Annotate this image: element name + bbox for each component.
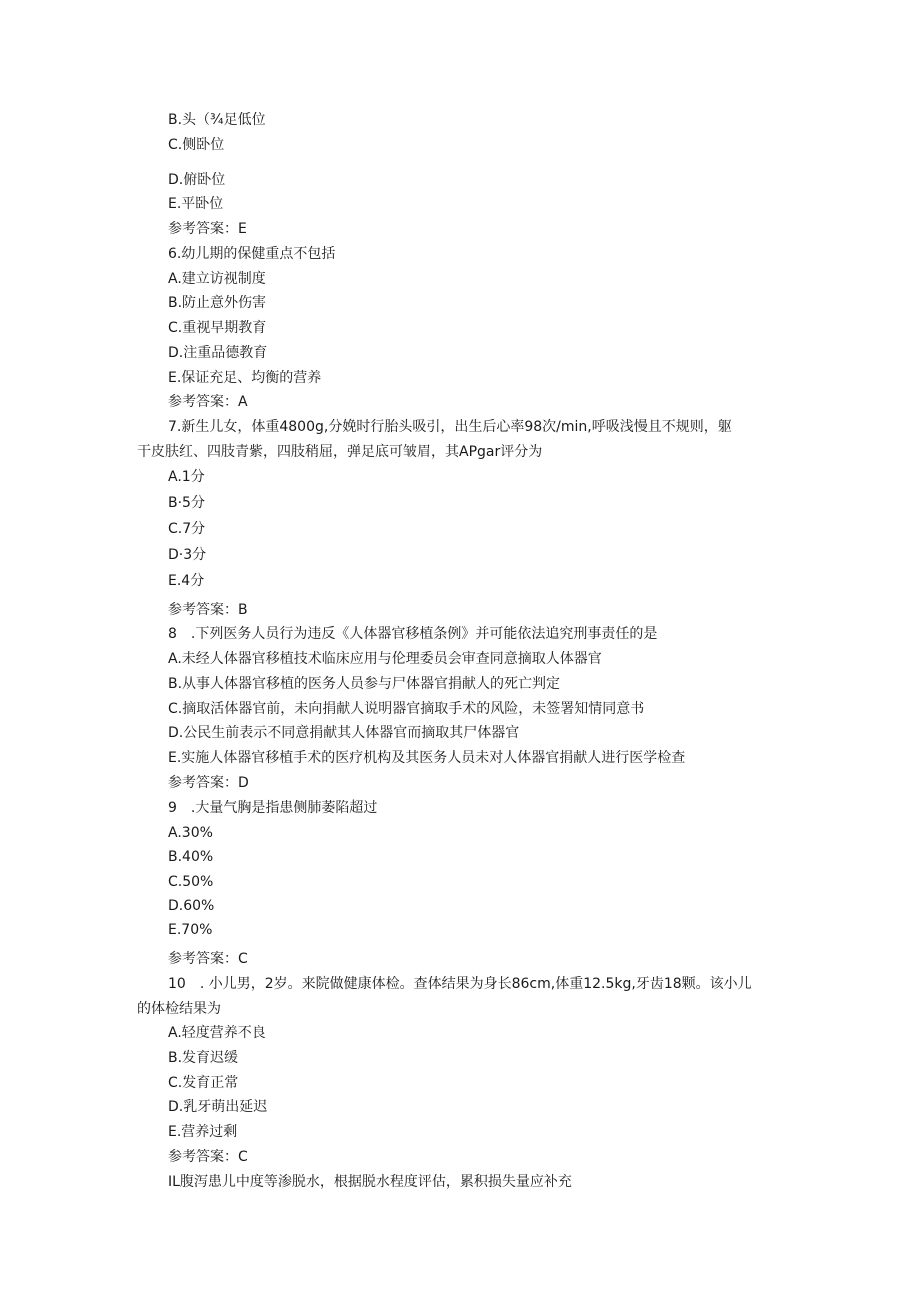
option-e-q10: E.营养过剩 [168, 1124, 238, 1140]
option-b-q5: B.头（¾足低位 [168, 112, 266, 128]
option-d-q5: D.俯卧位 [168, 172, 226, 188]
option-e-q6: E.保证充足、均衡的营养 [168, 370, 322, 386]
option-d-q9: D.60% [168, 898, 215, 914]
option-a-q10: A.轻度营养不良 [168, 1025, 266, 1041]
option-b-q9: B.40% [168, 849, 214, 865]
answer-q10: 参考答案：C [168, 1149, 248, 1165]
option-c-q8: C.摘取活体器官前，未向捐献人说明器官摘取手术的风险，未签署知情同意书 [168, 701, 645, 717]
option-e-q9: E.70% [168, 922, 213, 938]
answer-q7: 参考答案：B [168, 602, 248, 618]
answer-q9: 参考答案：C [168, 951, 248, 967]
question-6: 6.幼儿期的保健重点不包括 [168, 246, 336, 262]
option-b-q8: B.从事人体器官移植的医务人员参与尸体器官捐献人的死亡判定 [168, 676, 561, 692]
option-d-q10: D.乳牙萌出延迟 [168, 1099, 268, 1115]
option-c-q9: C.50% [168, 874, 214, 890]
option-d-q7: D·3分 [168, 547, 207, 563]
option-d-q6: D.注重品德教育 [168, 345, 268, 361]
question-8: 8 .下列医务人员行为违反《人体器官移植条例》并可能依法追究刑事责任的是 [168, 626, 658, 642]
option-c-q5: C.侧卧位 [168, 137, 225, 153]
answer-q5: 参考答案：E [168, 221, 247, 237]
option-e-q7: E.4分 [168, 573, 205, 589]
option-a-q7: A.1分 [168, 469, 205, 485]
option-b-q7: B·5分 [168, 495, 205, 511]
question-11: IL腹泻患儿中度等渗脱水，根据脱水程度评估，累积损失量应补充 [168, 1174, 572, 1190]
question-9: 9 .大量气胸是指患侧肺萎陷超过 [168, 800, 378, 816]
option-c-q7: C.7分 [168, 521, 206, 537]
option-d-q8: D.公民生前表示不同意捐献其人体器官而摘取其尸体器官 [168, 725, 520, 741]
question-10: 10 . 小儿男，2岁。来院做健康体检。查体结果为身长86cm,体重12.5kg,牙齿18颗。该小儿 [168, 976, 752, 992]
question-7: 7.新生儿女，体重4800g,分娩时行胎头吸引，出生后心率98次/min,呼吸浅慢且不规则，躯 [168, 419, 732, 435]
option-e-q8: E.实施人体器官移植手术的医疗机构及其医务人员未对人体器官捐献人进行医学检查 [168, 750, 686, 766]
option-c-q10: C.发育正常 [168, 1075, 239, 1091]
option-a-q9: A.30% [168, 825, 213, 841]
option-a-q8: A.未经人体器官移植技术临床应用与伦理委员会审查同意摘取人体器官 [168, 651, 602, 667]
answer-q8: 参考答案：D [168, 775, 249, 791]
option-e-q5: E.平卧位 [168, 196, 224, 212]
answer-q6: 参考答案：A [168, 394, 248, 410]
question-7-cont: 干皮肤红、四肢青紫，四肢稍屈，弹足底可皱眉，其APgar评分为 [137, 444, 543, 460]
option-b-q10: B.发育迟缓 [168, 1050, 239, 1066]
option-b-q6: B.防止意外伤害 [168, 295, 267, 311]
question-10-cont: 的体检结果为 [137, 1001, 221, 1017]
option-c-q6: C.重视早期教育 [168, 320, 267, 336]
option-a-q6: A.建立访视制度 [168, 271, 266, 287]
